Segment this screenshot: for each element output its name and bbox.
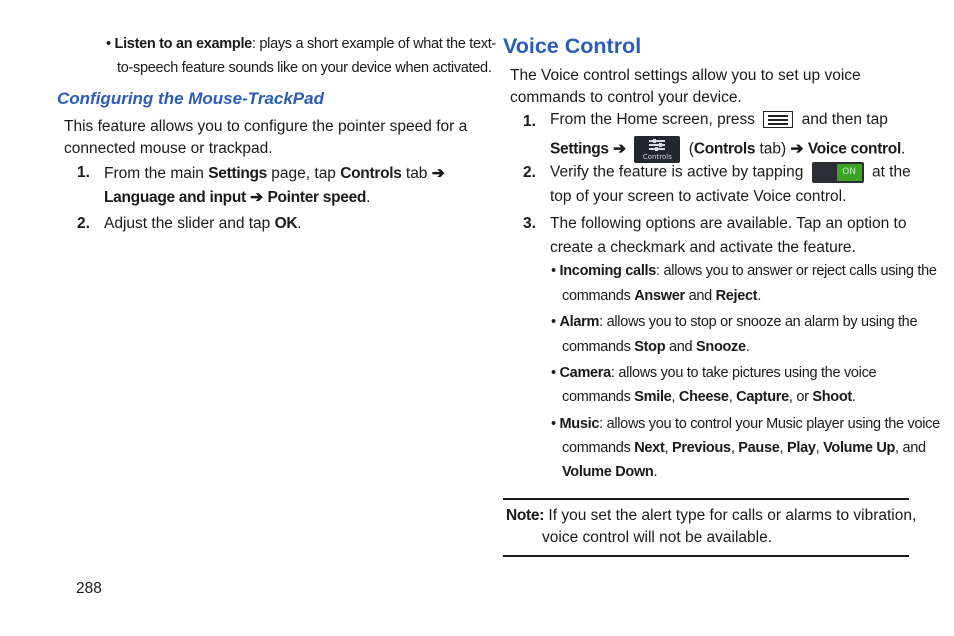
step-text: Adjust the slider and tap OK. bbox=[104, 215, 302, 232]
arrow-icon: ➔ bbox=[790, 140, 804, 158]
arrow-icon: ➔ bbox=[250, 189, 264, 206]
step-text: From the Home screen, press and then tap bbox=[550, 111, 888, 128]
bullet-incoming-calls: • Incoming calls: allows you to answer or reject calls using the bbox=[551, 263, 937, 279]
step-number: 1. bbox=[523, 113, 536, 130]
bullet-text-continued: commands Answer and Reject. bbox=[562, 288, 762, 304]
bullet-camera: • Camera: allows you to take pictures using the voice bbox=[551, 365, 877, 381]
note-text-continued: voice control will not be available. bbox=[542, 529, 773, 546]
on-toggle-icon: ON bbox=[812, 162, 864, 183]
page-number: 288 bbox=[76, 580, 102, 597]
step-number: 3. bbox=[523, 215, 536, 232]
menu-key-icon bbox=[763, 111, 793, 128]
step-text-continued: create a checkmark and activate the feature. bbox=[550, 239, 856, 256]
step-text-continued: Settings ➔ Controls (Controls tab) ➔ Voice control. bbox=[550, 136, 905, 163]
bullet-listen-example: • Listen to an example: plays a short example of what the text- bbox=[106, 36, 496, 52]
step-text: From the main Settings page, tap Controls tab ➔ bbox=[104, 165, 445, 182]
note-top-rule bbox=[503, 498, 909, 500]
arrow-icon: ➔ bbox=[431, 165, 445, 182]
bullet-text-continued: commands Smile, Cheese, Capture, or Shoot. bbox=[562, 389, 856, 405]
step-number: 1. bbox=[77, 164, 90, 181]
section-heading-mouse-trackpad: Configuring the Mouse-TrackPad bbox=[57, 89, 324, 108]
bullet-alarm: • Alarm: allows you to stop or snooze an alarm by using the bbox=[551, 314, 918, 330]
note-label: Note: bbox=[506, 507, 545, 524]
note-bottom-rule bbox=[503, 555, 909, 557]
bullet-text-continued: Volume Down. bbox=[562, 464, 658, 480]
bullet-music: • Music: allows you to control your Music player using the voice bbox=[551, 416, 940, 432]
controls-tab-icon: Controls bbox=[634, 136, 680, 163]
paragraph-line: connected mouse or trackpad. bbox=[64, 140, 273, 157]
bullet-text-continued: commands Next, Previous, Pause, Play, Volume Up, and bbox=[562, 440, 926, 456]
paragraph-line: This feature allows you to configure the pointer speed for a bbox=[64, 118, 468, 135]
step-number: 2. bbox=[77, 215, 90, 232]
arrow-icon: ➔ bbox=[613, 140, 627, 158]
bullet-term: Listen to an example bbox=[114, 36, 252, 52]
bullet-text-continued: to-speech feature sounds like on your device when activated. bbox=[117, 60, 492, 76]
step-text: Verify the feature is active by tapping ON at the bbox=[550, 162, 911, 183]
step-text: The following options are available. Tap an option to bbox=[550, 215, 907, 232]
bullet-text: : plays a short example of what the text- bbox=[251, 36, 496, 52]
step-number: 2. bbox=[523, 164, 536, 181]
paragraph-line: The Voice control settings allow you to set up voice bbox=[510, 67, 861, 84]
note-text: Note: If you set the alert type for calls or alarms to vibration, bbox=[506, 507, 917, 524]
paragraph-line: commands to control your device. bbox=[510, 89, 742, 106]
section-heading-voice-control: Voice Control bbox=[503, 34, 642, 58]
step-text-continued: top of your screen to activate Voice control. bbox=[550, 188, 847, 205]
step-text-continued: Language and input ➔ Pointer speed. bbox=[104, 189, 371, 206]
bullet-text-continued: commands Stop and Snooze. bbox=[562, 339, 750, 355]
